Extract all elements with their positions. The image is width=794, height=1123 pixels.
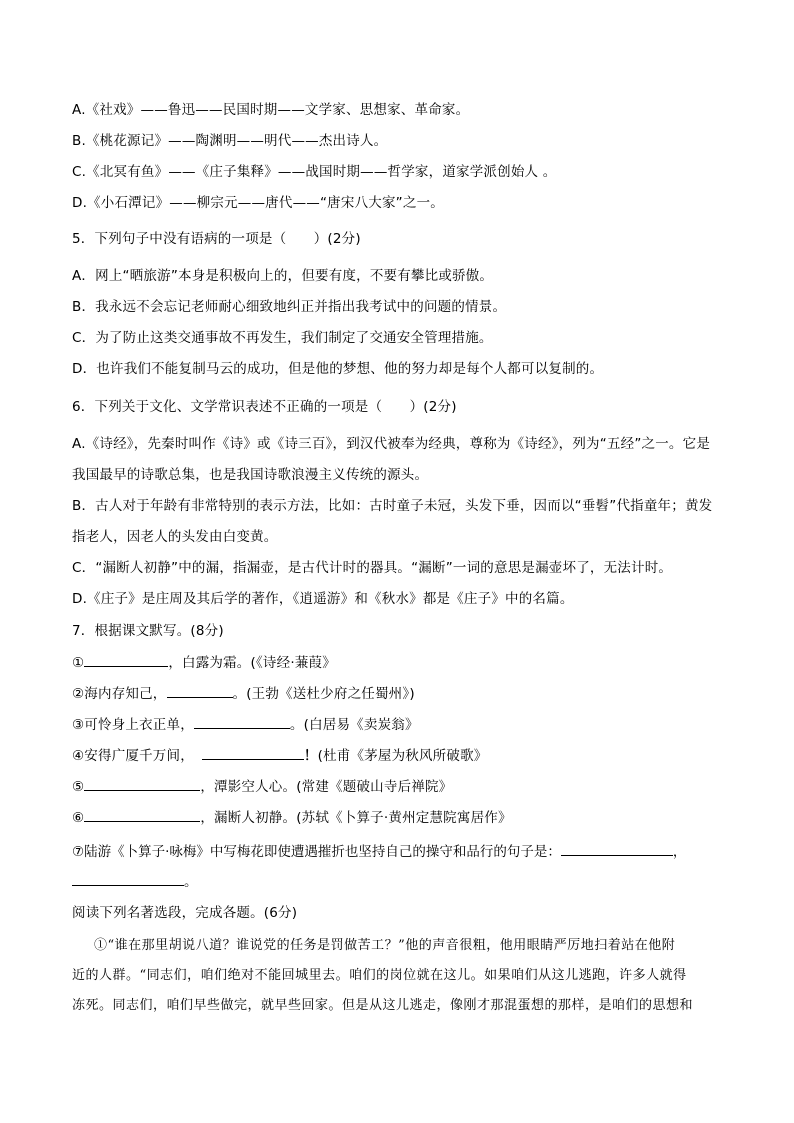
q7-line-3-source: 。(白居易《卖炭翁》 — [289, 717, 419, 733]
q7-line-7-comma: ， — [672, 844, 687, 860]
q7-stem: 7．根据课文默写。(8分) — [72, 623, 224, 639]
q7-line-1 — [72, 653, 336, 672]
q7-line-4-source: (杜甫《茅屋为秋风所破歌》 — [317, 748, 488, 764]
q7-line-4-text: ④安得广厦千万间， — [72, 748, 194, 764]
q7-line-4 — [72, 746, 487, 765]
q4-option-b: B.《桃花源记》——陶渊明——明代——杰出诗人。 — [72, 133, 388, 149]
q5-option-c: C．为了防止这类交通事故不再发生，我们制定了交通安全管理措施。 — [72, 330, 493, 346]
reading-stem: 阅读下列名著选段，完成各题。(6分) — [72, 905, 298, 921]
q4-option-a: A.《社戏》——鲁迅——民国时期——文学家、思想家、革命家。 — [72, 102, 470, 118]
q7-line-2 — [72, 684, 415, 703]
q6-option-a-line1: A.《诗经》，先秦时叫作《诗》或《诗三百》，到汉代被奉为经典，尊称为《诗经》，列为“五经”之一。它是 — [72, 436, 711, 452]
q7-line-5 — [72, 777, 452, 796]
q6-stem: 6．下列关于文化、文学常识表述不正确的一项是（ ）(2分) — [72, 399, 457, 415]
q5-option-d: D．也许我们不能复制马云的成功，但是他的梦想、他的努力却是每个人都可以复制的。 — [72, 361, 604, 377]
reading-passage-line-1: ①“谁在那里胡说八道？谁说党的任务是罚做苦工？”他的声音很粗，他用眼睛严厉地扫着站在他附 — [94, 938, 676, 953]
q7-line-3 — [72, 715, 419, 734]
q7-line-7-period: 。 — [184, 874, 198, 890]
reading-passage-line-2: 近的人群。“同志们，咱们绝对不能回城里去。咱们的岗位就在这儿。如果咱们从这儿逃跑，许多人就得 — [72, 968, 687, 983]
q7-line-3-text: ③可怜身上衣正单， — [72, 717, 194, 733]
q5-option-b: B．我永远不会忘记老师耐心细致地纠正并指出我考试中的问题的情景。 — [72, 299, 507, 315]
answer-blank-7[interactable] — [561, 842, 673, 856]
q6-option-a-line2: 我国最早的诗歌总集，也是我国诗歌浪漫主义传统的源头。 — [72, 467, 429, 483]
q7-line-1-number: ① — [72, 655, 85, 671]
q7-line-6-number: ⑥ — [72, 810, 85, 826]
q7-line-6-text: ，漏断人初静。(苏轼《卜算子·黄州定慧院寓居作》 — [200, 810, 512, 826]
answer-blank-6[interactable] — [84, 808, 200, 822]
q7-line-2-source: 。(王勃《送杜少府之任蜀州》) — [232, 686, 415, 702]
q7-line-5-number: ⑤ — [72, 779, 85, 795]
q6-option-d: D.《庄子》是庄周及其后学的著作，《逍遥游》和《秋水》都是《庄子》中的名篇。 — [72, 591, 574, 607]
q4-option-d: D.《小石潭记》——柳宗元——唐代——“唐宋八大家”之一。 — [72, 195, 444, 211]
q7-line-7-cont — [72, 872, 198, 891]
q7-line-7-text: ⑦陆游《卜算子·咏梅》中写梅花即使遭遇摧折也坚持自己的操守和品行的句子是： — [72, 844, 561, 860]
q6-option-c: C．“漏断人初静”中的漏，指漏壶，是古代计时的器具。“漏断”一词的意思是漏壶坏了，无法计时。 — [72, 560, 673, 576]
q7-line-2-text: ②海内存知己， — [72, 686, 167, 702]
q5-stem: 5．下列句子中没有语病的一项是（ ）(2分) — [72, 231, 361, 247]
q4-option-c: C.《北冥有鱼》——《庄子集释》——战国时期——哲学家，道家学派创始人 。 — [72, 164, 557, 180]
q7-line-4-exclamation: ！ — [303, 748, 318, 764]
answer-blank-2[interactable] — [167, 684, 233, 698]
answer-blank-3[interactable] — [194, 715, 290, 729]
q7-line-5-text: ，潭影空人心。(常建《题破山寺后禅院》 — [200, 779, 453, 795]
answer-blank-4[interactable] — [202, 746, 304, 760]
reading-passage-line-3: 冻死。同志们，咱们早些做完，就早些回家。但是从这儿逃走，像刚才那混蛋想的那样，是咱们的思想和 — [72, 998, 694, 1013]
q7-line-6 — [72, 808, 512, 827]
answer-blank-8[interactable] — [72, 872, 184, 886]
q7-line-7 — [72, 842, 686, 861]
q5-option-a: A．网上“晒旅游”本身是积极向上的，但要有度，不要有攀比或骄傲。 — [72, 268, 494, 284]
q7-line-1-text: ，白露为霜。(《诗经·蒹葭》 — [168, 655, 336, 671]
answer-blank-5[interactable] — [84, 777, 200, 791]
q6-option-b-line2: 指老人，因老人的头发由白变黄。 — [72, 529, 278, 545]
q6-option-b-line1: B．古人对于年龄有非常特别的表示方法，比如：古时童子未冠，头发下垂，因而以“垂髫”代指童年；黄发 — [72, 498, 713, 514]
answer-blank-1[interactable] — [84, 653, 168, 667]
